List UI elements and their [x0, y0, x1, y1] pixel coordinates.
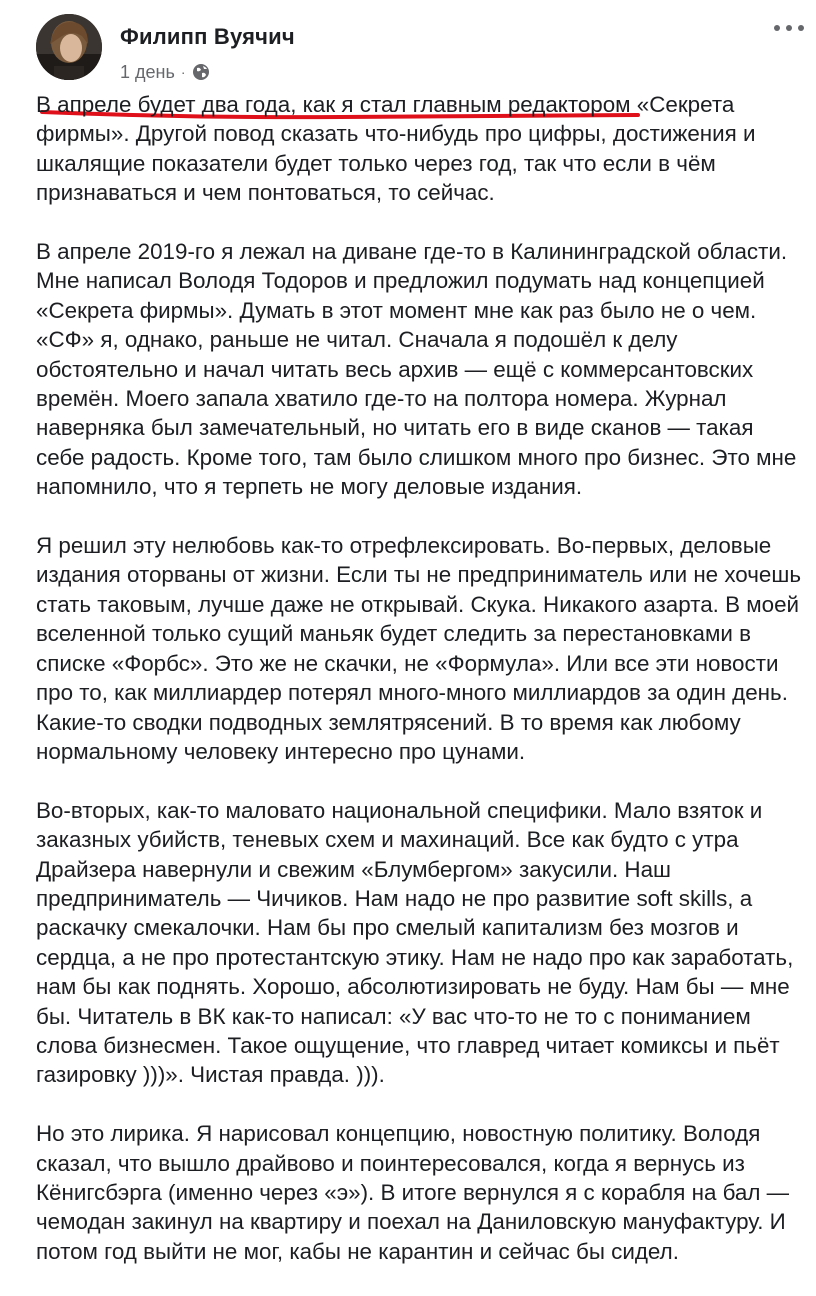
post-meta	[120, 62, 295, 82]
post-paragraph: Но это лирика. Я нарисовал концепцию, новостную политику. Володя сказал, что вышло драйвово и поинтересовался, когда я вернусь из Кёнигсбэрга (именно через «э»). В итоге вернулся я с корабля на бал — чемодан закинул на квартиру и поехал на Даниловскую мануфактуру. И потом год выйти не мог, кабы не карантин и сейчас бы сидел.	[36, 1121, 790, 1264]
post-text	[36, 90, 806, 1296]
avatar[interactable]	[36, 14, 102, 80]
more-options-icon[interactable]	[774, 18, 804, 38]
post-header	[36, 14, 295, 82]
post-paragraph: Я решил эту нелюбовь как-то отрефлексировать. Во-первых, деловые издания оторваны от жизни. Если ты не предприниматель или не хочешь стать таковым, лучше даже не открывай. Скука. Никакого азарта. В моей вселенной только сущий маньяк будет следить за перестановками в списке «Форбс». Это же не скачки, не «Формула». Или все эти новости про то, как миллиардер потерял много-много миллиардов за один день. Какие-то сводки подводных землятрясений. В то время как любому нормальному человеку интересно про цунами.	[36, 533, 802, 764]
author-name[interactable]: Филипп Вуячич	[120, 24, 295, 49]
post-paragraph: В апреле будет два года, как я стал главным редактором «Секрета фирмы». Другой повод сказать что-нибудь про цифры, достижения и шкалящие показатели будет только через год, так что если в чём признаваться и чем понтоваться, то сейчас.	[36, 92, 756, 206]
more-dot	[774, 25, 780, 31]
more-dot	[798, 25, 804, 31]
author-block	[120, 14, 295, 82]
post-paragraph: В апреле 2019-го я лежал на диване где-то в Калининградской области. Мне написал Володя Тодоров и предложил подумать над концепцией «Секрета фирмы». Думать в этот момент мне как раз было не о чем. «СФ» я, однако, раньше не читал. Сначала я подошёл к делу обстоятельно и начал читать весь архив — ещё с коммерсантовских времён. Моего запала хватило где-то на полтора номера. Журнал наверняка был замечательный, но читать его в виде сканов — такая себе радость. Кроме того, там было слишком много про бизнес. Это мне напомнило, что я терпеть не могу деловые издания.	[36, 239, 797, 500]
globe-icon[interactable]	[192, 63, 210, 81]
more-dot	[786, 25, 792, 31]
post-paragraph: Во-вторых, как-то маловато национальной специфики. Мало взяток и заказных убийств, теневых схем и махинаций. Все как будто с утра Драйзера навернули и свежим «Блумбергом» закусили. Наш предприниматель — Чичиков. Нам надо не про развитие soft skills, а раскачку смекалочки. Нам бы про смелый капитализм без мозгов и сердца, а не про протестантскую этику. Нам не надо про как заработать, нам бы как поднять. Хорошо, абсолютизировать не буду. Нам бы — мне бы. Читатель в ВК как-то написал: «У вас что-то не то с пониманием слова бизнесмен. Такое ощущение, что главред читает комиксы и пьёт газировку )))». Чистая правда. ))).	[36, 797, 794, 1088]
post-time[interactable]: 1 день	[120, 62, 175, 82]
meta-separator: ·	[180, 64, 186, 80]
